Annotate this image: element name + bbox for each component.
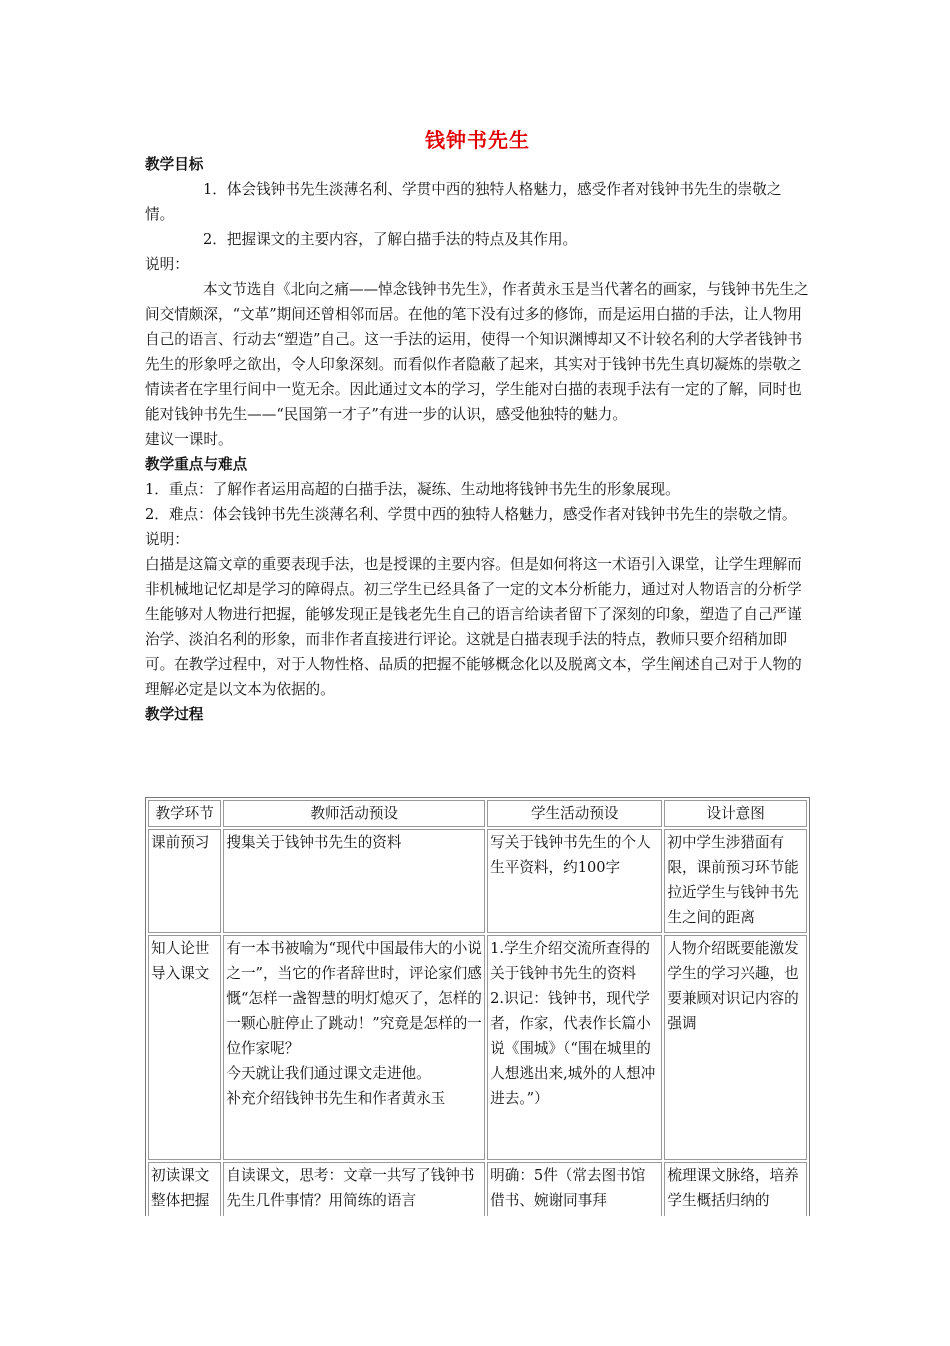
table-header-cell: 教师活动预设 [223, 800, 485, 827]
goals-note-text: 本文节选自《北向之痛——悼念钱钟书先生》，作者黄永玉是当代著名的画家，与钱钟书先生之间交情颇深，“文革”期间还曾相邻而居。在他的笔下没有过多的修饰，而是运用白描的手法，让人物用自己的语言、行动去“塑造”自己。这一手法的运用，使得一个知识渊博却又不计较名利的大学者钱钟书先生的形象呼之欲出，令人印象深刻。而看似作者隐蔽了起来，其实对于钱钟书先生真切凝炼的崇敬之情读者在字里行间中一览无余。因此通过文本的学习，学生能对白描的表现手法有一定的了解，同时也能对钱钟书先生——“民国第一才子”有进一步的认识，感受他独特的魅力。 [145, 281, 809, 423]
teacher-cell: 自读课文，思考：文章一共写了钱钟书先生几件事情？用简练的语言 [223, 1162, 485, 1242]
stage-cell: 知人论世导入课文 [148, 935, 221, 1160]
teacher-text: 有一本书被喻为“现代中国最伟大的小说之一”，当它的作者辞世时，评论家们感慨“怎样一盏智慧的明灯熄灭了，怎样的一颗心脏停止了跳动！”究竟是怎样的一位作家呢？ [226, 940, 482, 1057]
lesson-suggestion: 建议一课时。 [145, 431, 233, 448]
goal-item-1: 1．体会钱钟书先生淡薄名利、学贯中西的独特人格魅力，感受作者对钱钟书先生的崇敬之情。 [145, 181, 782, 223]
document-body [145, 152, 810, 727]
table-row [148, 829, 807, 933]
process-table [145, 797, 810, 1245]
table-header-cell: 学生活动预设 [487, 800, 662, 827]
table-row [148, 935, 807, 1160]
document-title: 钱钟书先生 [425, 128, 530, 152]
table-header-cell: 教学环节 [148, 800, 221, 827]
table-header-cell: 设计意图 [664, 800, 807, 827]
key-note-label: 说明： [145, 531, 189, 548]
teacher-text: 今天就让我们通过课文走进他。 [226, 1065, 431, 1082]
teacher-cell: 搜集关于钱钟书先生的资料 [223, 829, 485, 933]
student-cell: 明确：5件（常去图书馆借书、婉谢同事拜 [487, 1162, 662, 1242]
key-item-1: 1．重点：了解作者运用高超的白描手法，凝练、生动地将钱钟书先生的形象展现。 [145, 481, 680, 498]
goals-note-label: 说明： [145, 256, 189, 273]
student-cell: 写关于钱钟书先生的个人生平资料，约100字 [487, 829, 662, 933]
heading-key-points: 教学重点与难点 [145, 456, 248, 473]
intent-cell: 初中学生涉猎面有限，课前预习环节能拉近学生与钱钟书先生之间的距离 [664, 829, 807, 933]
teacher-cell [223, 935, 485, 1160]
page-bottom-mask [145, 1216, 825, 1346]
goal-item-2: 2．把握课文的主要内容，了解白描手法的特点及其作用。 [203, 231, 578, 248]
stage-cell: 初读课文整体把握 [148, 1162, 221, 1242]
student-text: 1.学生介绍交流所查得的关于钱钟书先生的资料 [490, 940, 651, 982]
student-text: 2.识记：钱钟书，现代学者，作家，代表作长篇小说《围城》（“围在城里的人想逃出来,城外的人想冲进去。”） [490, 990, 656, 1107]
key-item-2: 2．难点：体会钱钟书先生淡薄名利、学贯中西的独特人格魅力，感受作者对钱钟书先生的崇敬之情。 [145, 506, 797, 523]
intent-cell: 梳理课文脉络，培养学生概括归纳的 [664, 1162, 807, 1242]
key-note-text: 白描是这篇文章的重要表现手法，也是授课的主要内容。但是如何将这一术语引入课堂，让学生理解而非机械地记忆却是学习的障碍点。初三学生已经具备了一定的文本分析能力，通过对人物语言的分析学生能够对人物进行把握，能够发现正是钱老先生自己的语言给读者留下了深刻的印象，塑造了自己严谨治学、淡泊名利的形象，而非作者直接进行评论。这就是白描表现手法的特点，教师只要介绍稍加即可。在教学过程中，对于人物性格、品质的把握不能够概念化以及脱离文本，学生阐述自己对于人物的理解必定是以文本为依据的。 [145, 556, 802, 698]
table-header-row [148, 800, 807, 827]
heading-goals: 教学目标 [145, 156, 204, 173]
student-cell [487, 935, 662, 1160]
stage-cell: 课前预习 [148, 829, 221, 933]
teacher-text: 补充介绍钱钟书先生和作者黄永玉 [226, 1090, 446, 1107]
intent-cell: 人物介绍既要能激发学生的学习兴趣，也要兼顾对识记内容的强调 [664, 935, 807, 1160]
heading-process: 教学过程 [145, 706, 204, 723]
